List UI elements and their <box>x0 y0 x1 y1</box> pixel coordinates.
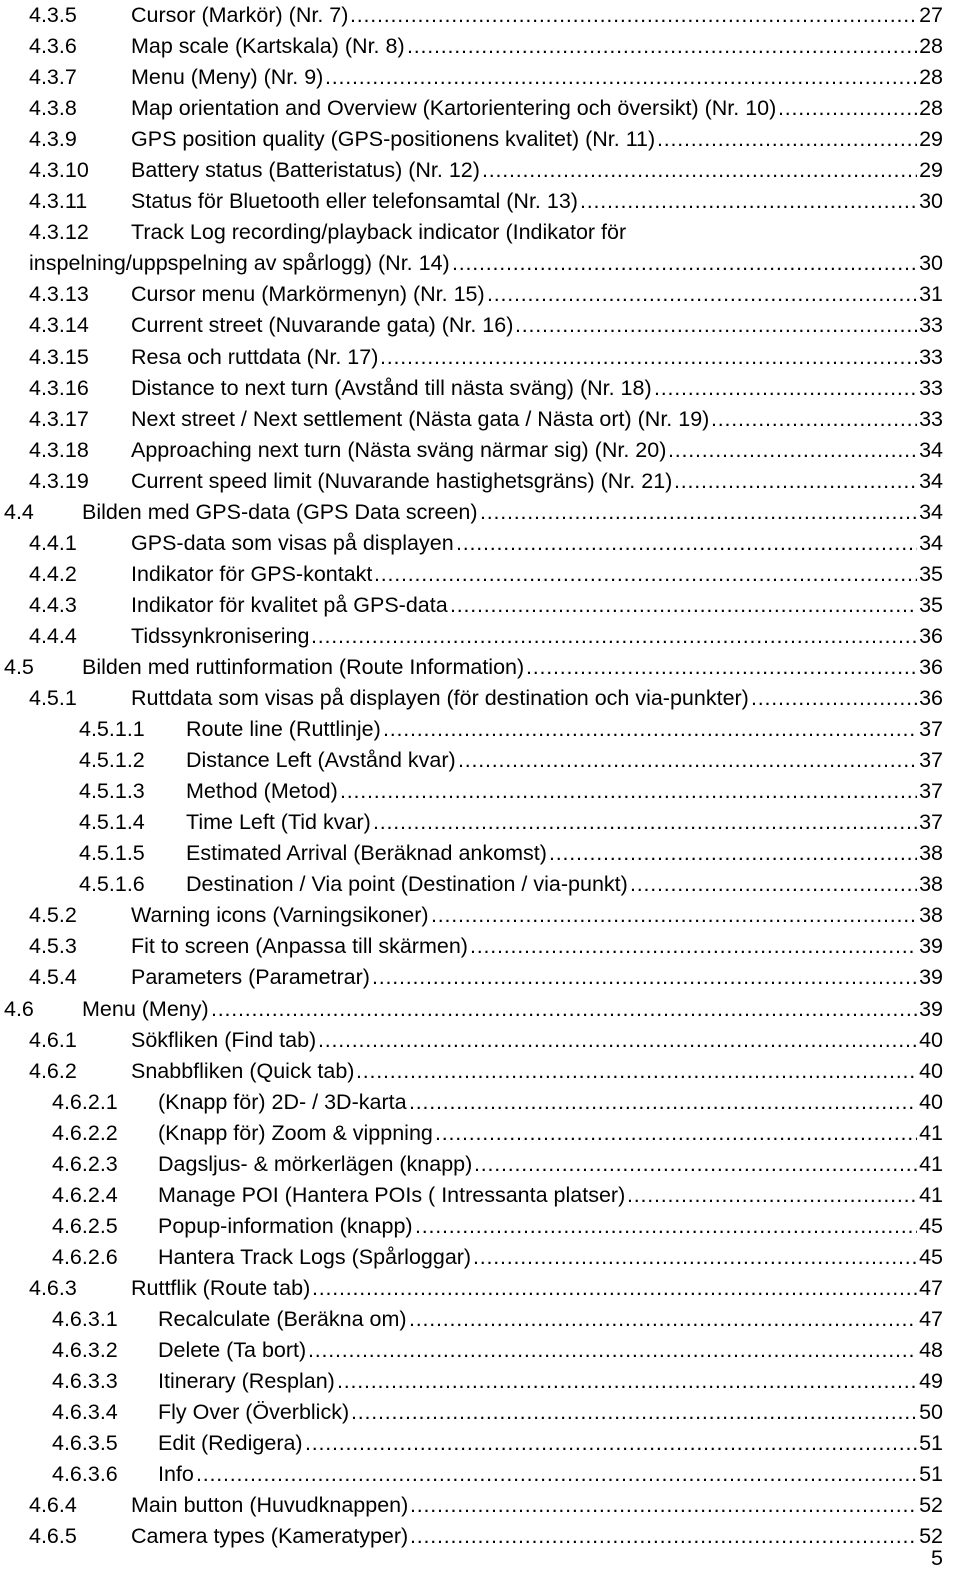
toc-dot-leader <box>674 466 917 497</box>
toc-entry-number: 4.6.3 <box>29 1275 77 1300</box>
toc-entry-title: GPS-data som visas på displayen <box>131 530 454 555</box>
toc-entry-title: Main button (Huvudknappen) <box>131 1493 409 1518</box>
toc-entry[interactable] <box>0 869 960 900</box>
toc-entry-page: 28 <box>919 65 943 90</box>
toc-entry-page: 28 <box>919 96 943 121</box>
toc-entry-title: Cursor menu (Markörmenyn) (Nr. 15) <box>131 282 485 307</box>
toc-entry-page: 51 <box>919 1431 943 1456</box>
toc-dot-leader <box>311 621 917 652</box>
toc-entry[interactable] <box>0 0 960 31</box>
toc-entry-title: Current street (Nuvarande gata) (Nr. 16) <box>131 313 514 338</box>
toc-entry-number: 4.3.5 <box>29 3 77 27</box>
toc-entry-page: 45 <box>919 1213 943 1238</box>
toc-entry[interactable] <box>0 1149 960 1180</box>
toc-entry[interactable] <box>0 1087 960 1118</box>
toc-entry[interactable] <box>0 590 960 621</box>
toc-entry-number: 4.3.14 <box>29 313 89 338</box>
toc-entry-page: 33 <box>919 406 943 431</box>
toc-dot-leader <box>751 683 917 714</box>
toc-entry-page: 40 <box>919 1089 943 1114</box>
toc-entry-number: 4.6.5 <box>29 1524 77 1549</box>
toc-dot-leader <box>318 1025 917 1056</box>
toc-entry-page: 41 <box>919 1151 943 1176</box>
toc-entry-page: 36 <box>919 654 943 679</box>
toc-entry[interactable] <box>0 497 960 528</box>
toc-entry-title: Cursor (Markör) (Nr. 7) <box>131 3 349 27</box>
toc-entry-title: GPS position quality (GPS-positionens kvalitet) (Nr. 11) <box>131 127 656 152</box>
toc-dot-leader <box>480 497 917 528</box>
toc-entry-page: 38 <box>919 841 943 866</box>
toc-entry-page: 35 <box>919 561 943 586</box>
toc-entry-title: Map orientation and Overview (Kartorientering och översikt) (Nr. 10) <box>131 96 777 121</box>
toc-entry[interactable] <box>0 1428 960 1459</box>
toc-dot-leader <box>337 1366 917 1397</box>
toc-entry[interactable] <box>0 1397 960 1428</box>
toc-dot-leader <box>340 776 917 807</box>
toc-entry-title: inspelning/uppspelning av spårlogg) (Nr. 14) <box>29 251 450 276</box>
toc-entry-title: Time Left (Tid kvar) <box>186 810 371 835</box>
toc-dot-leader <box>452 248 917 279</box>
toc-entry-number: 4.6 <box>4 996 34 1021</box>
toc-entry[interactable] <box>0 931 960 962</box>
toc-entry-page: 37 <box>919 748 943 773</box>
toc-entry[interactable] <box>0 962 960 993</box>
toc-entry-number: 4.3.15 <box>29 344 89 369</box>
toc-dot-leader <box>410 1521 917 1552</box>
toc-entry-title: Menu (Meny) (Nr. 9) <box>131 65 324 90</box>
toc-entry-title: Recalculate (Beräkna om) <box>158 1306 407 1331</box>
toc-entry[interactable] <box>0 93 960 124</box>
toc-entry-number: 4.3.7 <box>29 65 77 90</box>
toc-dot-leader <box>350 0 917 31</box>
toc-entry-title: Hantera Track Logs (Spårloggar) <box>158 1244 472 1269</box>
toc-entry-page: 51 <box>919 1462 943 1487</box>
toc-dot-leader <box>474 1149 917 1180</box>
toc-entry-number: 4.5.2 <box>29 903 77 928</box>
toc-entry-page: 30 <box>919 189 943 214</box>
toc-entry-number: 4.6.3.5 <box>52 1431 118 1456</box>
toc-dot-leader <box>356 1056 917 1087</box>
toc-entry-page: 33 <box>919 313 943 338</box>
toc-dot-leader <box>470 931 917 962</box>
toc-dot-leader <box>431 900 917 931</box>
toc-entry-title: Tidssynkronisering <box>131 623 310 648</box>
toc-entry-number: 4.4.1 <box>29 530 77 555</box>
toc-dot-leader <box>383 714 917 745</box>
toc-dot-leader <box>325 62 917 93</box>
toc-entry-title: Battery status (Batteristatus) (Nr. 12) <box>131 158 480 183</box>
toc-entry-number: 4.6.2.4 <box>52 1182 118 1207</box>
toc-entry-page: 27 <box>919 3 943 27</box>
toc-entry[interactable] <box>0 1242 960 1273</box>
toc-entry[interactable] <box>0 1490 960 1521</box>
toc-entry-title: Approaching next turn (Nästa sväng närmar sig) (Nr. 20) <box>131 437 667 462</box>
toc-entry[interactable] <box>0 528 960 559</box>
toc-entry-number: 4.4.4 <box>29 623 77 648</box>
toc-entry-title: Dagsljus- & mörkerlägen (knapp) <box>158 1151 473 1176</box>
toc-entry-number: 4.5.1 <box>29 686 77 711</box>
toc-entry-title: Itinerary (Resplan) <box>158 1369 335 1394</box>
toc-dot-leader <box>630 869 917 900</box>
page-number: 5 <box>931 1546 943 1570</box>
toc-entry-page: 33 <box>919 344 943 369</box>
toc-entry[interactable] <box>0 124 960 155</box>
toc-entry-title: Bilden med ruttinformation (Route Information) <box>82 654 525 679</box>
toc-entry[interactable] <box>0 1335 960 1366</box>
toc-entry-number: 4.6.3.4 <box>52 1400 118 1425</box>
toc-entry[interactable] <box>0 838 960 869</box>
toc-entry-page: 34 <box>919 530 943 555</box>
toc-entry-number: 4.3.17 <box>29 406 89 431</box>
toc-entry[interactable] <box>0 248 960 279</box>
toc-entry-page: 28 <box>919 34 943 59</box>
toc-dot-leader <box>372 962 917 993</box>
toc-entry-title: (Knapp för) 2D- / 3D-karta <box>158 1089 407 1114</box>
toc-dot-leader <box>407 31 917 62</box>
toc-dot-leader <box>409 1304 917 1335</box>
toc-dot-leader <box>308 1335 917 1366</box>
toc-dot-leader <box>668 435 917 466</box>
toc-entry-title: Current speed limit (Nuvarande hastighetsgräns) (Nr. 21) <box>131 468 673 493</box>
toc-entry-title: Camera types (Kameratyper) <box>131 1524 409 1549</box>
toc-entry[interactable] <box>0 186 960 217</box>
toc-entry[interactable] <box>0 155 960 186</box>
toc-entry-number: 4.3.13 <box>29 282 89 307</box>
toc-entry-number: 4.5 <box>4 654 34 679</box>
toc-entry[interactable] <box>0 279 960 310</box>
toc-entry-number: 4.5.1.1 <box>79 717 145 742</box>
toc-entry[interactable] <box>0 683 960 714</box>
toc-entry-title: Fit to screen (Anpassa till skärmen) <box>131 934 468 959</box>
toc-entry-title: Fly Over (Överblick) <box>158 1400 350 1425</box>
toc-entry-title: Sökfliken (Find tab) <box>131 1027 317 1052</box>
toc-dot-leader <box>657 124 917 155</box>
toc-entry-page: 49 <box>919 1369 943 1394</box>
toc-entry-page: 45 <box>919 1244 943 1269</box>
toc-entry-number: 4.3.12 <box>29 220 89 245</box>
toc-entry-number: 4.6.2.6 <box>52 1244 118 1269</box>
toc-entry-page: 47 <box>919 1306 943 1331</box>
toc-entry-page: 36 <box>919 623 943 648</box>
toc-entry-title: Next street / Next settlement (Nästa gata / Nästa ort) (Nr. 19) <box>131 406 710 431</box>
toc-entry[interactable] <box>0 373 960 404</box>
toc-entry-number: 4.6.3.6 <box>52 1462 118 1487</box>
toc-entry[interactable] <box>0 217 960 248</box>
toc-entry-number: 4.5.1.3 <box>79 779 145 804</box>
toc-entry-page: 34 <box>919 499 943 524</box>
toc-entry-number: 4.5.1.5 <box>79 841 145 866</box>
toc-entry-title: Estimated Arrival (Beräknad ankomst) <box>186 841 547 866</box>
toc-entry-page: 50 <box>919 1400 943 1425</box>
toc-entry-number: 4.6.2.1 <box>52 1089 118 1114</box>
toc-entry[interactable] <box>0 745 960 776</box>
toc-entry-page: 30 <box>919 251 943 276</box>
toc-entry-number: 4.3.11 <box>29 189 88 214</box>
toc-entry-number: 4.5.1.2 <box>79 748 145 773</box>
toc-entry[interactable] <box>0 1211 960 1242</box>
toc-entry-title: Popup-information (knapp) <box>158 1213 413 1238</box>
toc-entry-title: Ruttdata som visas på displayen (för destination och via-punkter) <box>131 686 749 711</box>
toc-dot-leader <box>410 1490 917 1521</box>
toc-entry-number: 4.6.2 <box>29 1058 77 1083</box>
toc-entry-page: 29 <box>919 158 943 183</box>
toc-entry-number: 4.5.1.6 <box>79 872 145 897</box>
toc-entry[interactable] <box>0 900 960 931</box>
toc-dot-leader <box>312 1273 917 1304</box>
toc-dot-leader <box>580 186 917 217</box>
toc-entry[interactable] <box>0 1180 960 1211</box>
toc-entry-number: 4.5.4 <box>29 965 77 990</box>
toc-entry[interactable] <box>0 621 960 652</box>
toc-entry-title: Delete (Ta bort) <box>158 1338 307 1363</box>
toc-entry-page: 39 <box>919 934 943 959</box>
toc-dot-leader <box>473 1242 917 1273</box>
toc-dot-leader <box>450 590 917 621</box>
toc-entry[interactable] <box>0 466 960 497</box>
toc-entry[interactable] <box>0 559 960 590</box>
toc-entry-page: 37 <box>919 717 943 742</box>
toc-entry[interactable] <box>0 776 960 807</box>
toc-entry[interactable] <box>0 404 960 435</box>
toc-entry-number: 4.3.18 <box>29 437 89 462</box>
toc-dot-leader <box>211 994 917 1025</box>
toc-entry[interactable] <box>0 435 960 466</box>
toc-entry-page: 52 <box>919 1493 943 1518</box>
toc-entry-number: 4.3.10 <box>29 158 89 183</box>
toc-entry-title: Menu (Meny) <box>82 996 209 1021</box>
toc-entry-number: 4.5.3 <box>29 934 77 959</box>
toc-entry[interactable] <box>0 1366 960 1397</box>
toc-dot-leader <box>373 807 917 838</box>
toc-entry-title: Ruttflik (Route tab) <box>131 1275 311 1300</box>
toc-entry-title: Warning icons (Varningsikoner) <box>131 903 429 928</box>
toc-entry-page: 34 <box>919 468 943 493</box>
toc-entry-number: 4.6.3.2 <box>52 1338 118 1363</box>
toc-entry[interactable] <box>0 1459 960 1490</box>
toc-entry-title: Parameters (Parametrar) <box>131 965 370 990</box>
toc-entry-page: 38 <box>919 872 943 897</box>
toc-entry[interactable] <box>0 1025 960 1056</box>
toc-entry-number: 4.3.16 <box>29 375 89 400</box>
toc-entry-page: 39 <box>919 965 943 990</box>
toc-entry-page: 38 <box>919 903 943 928</box>
toc-entry-number: 4.6.3.3 <box>52 1369 118 1394</box>
toc-entry[interactable] <box>0 310 960 341</box>
toc-dot-leader <box>515 310 917 341</box>
toc-entry-page: 41 <box>919 1120 943 1145</box>
toc-entry-title: Snabbfliken (Quick tab) <box>131 1058 355 1083</box>
toc-entry-page: 36 <box>919 686 943 711</box>
toc-dot-leader <box>482 155 917 186</box>
toc-entry-title: Info <box>158 1462 194 1487</box>
toc-dot-leader <box>415 1211 917 1242</box>
toc-entry-page: 35 <box>919 592 943 617</box>
toc-entry-title: Map scale (Kartskala) (Nr. 8) <box>131 34 405 59</box>
toc-dot-leader <box>456 528 917 559</box>
toc-entry-page: 34 <box>919 437 943 462</box>
toc-entry-number: 4.6.2.2 <box>52 1120 118 1145</box>
toc-entry-page: 47 <box>919 1275 943 1300</box>
toc-entry-title: Manage POI (Hantera POIs ( Intressanta platser) <box>158 1182 626 1207</box>
toc-entry[interactable] <box>0 1118 960 1149</box>
toc-entry-title: Indikator för GPS-kontakt <box>131 561 373 586</box>
toc-entry[interactable] <box>0 652 960 683</box>
toc-entry[interactable] <box>0 1304 960 1335</box>
toc-entry-title: Destination / Via point (Destination / via-punkt) <box>186 872 628 897</box>
toc-entry-page: 40 <box>919 1027 943 1052</box>
toc-entry-number: 4.6.4 <box>29 1493 77 1518</box>
toc-entry-page: 37 <box>919 810 943 835</box>
toc-entry-title: Track Log recording/playback indicator (Indikator för <box>131 220 627 245</box>
toc-entry-number: 4.3.19 <box>29 468 89 493</box>
toc-dot-leader <box>654 373 917 404</box>
toc-entry[interactable] <box>0 1521 960 1552</box>
toc-entry-number: 4.6.3.1 <box>52 1306 118 1331</box>
toc-entry-number: 4.6.1 <box>29 1027 77 1052</box>
toc-dot-leader <box>627 1180 917 1211</box>
toc-entry-title: Indikator för kvalitet på GPS-data <box>131 592 448 617</box>
toc-entry[interactable] <box>0 807 960 838</box>
toc-entry-title: Bilden med GPS-data (GPS Data screen) <box>82 499 478 524</box>
toc-dot-leader <box>549 838 917 869</box>
toc-entry-number: 4.4.2 <box>29 561 77 586</box>
toc-dot-leader <box>458 745 917 776</box>
toc-dot-leader <box>374 559 917 590</box>
toc-entry-title: Method (Metod) <box>186 779 338 804</box>
toc-entry-number: 4.3.9 <box>29 127 77 152</box>
toc-entry-page: 31 <box>919 282 943 307</box>
toc-entry-number: 4.4.3 <box>29 592 77 617</box>
toc-entry-number: 4.3.8 <box>29 96 77 121</box>
toc-entry-number: 4.4 <box>4 499 34 524</box>
toc-dot-leader <box>380 342 917 373</box>
toc-dot-leader <box>526 652 917 683</box>
toc-entry-page: 39 <box>919 996 943 1021</box>
toc-dot-leader <box>196 1459 917 1490</box>
toc-entry-title: Edit (Redigera) <box>158 1431 303 1456</box>
toc-entry-page: 40 <box>919 1058 943 1083</box>
toc-dot-leader <box>351 1397 917 1428</box>
toc-dot-leader <box>435 1118 917 1149</box>
toc-entry-title: Resa och ruttdata (Nr. 17) <box>131 344 379 369</box>
toc-entry[interactable] <box>0 994 960 1025</box>
toc-entry-title: Distance to next turn (Avstånd till nästa sväng) (Nr. 18) <box>131 375 652 400</box>
toc-dot-leader <box>305 1428 917 1459</box>
toc-entry-page: 48 <box>919 1338 943 1363</box>
toc-dot-leader <box>409 1087 917 1118</box>
toc-entry[interactable] <box>0 62 960 93</box>
toc-dot-leader <box>778 93 917 124</box>
toc-entry-number: 4.3.6 <box>29 34 77 59</box>
toc-entry-page: 29 <box>919 127 943 152</box>
toc-entry[interactable] <box>0 1056 960 1087</box>
toc-dot-leader <box>487 279 917 310</box>
toc-entry[interactable] <box>0 342 960 373</box>
toc-dot-leader <box>711 404 917 435</box>
toc-entry-number: 4.6.2.5 <box>52 1213 118 1238</box>
toc-entry-page: 52 <box>919 1524 943 1549</box>
toc-entry-title: Route line (Ruttlinje) <box>186 717 381 742</box>
toc-entry-number: 4.6.2.3 <box>52 1151 118 1176</box>
toc-entry-page: 33 <box>919 375 943 400</box>
toc-entry-title: Status för Bluetooth eller telefonsamtal (Nr. 13) <box>131 189 578 214</box>
toc-entry[interactable] <box>0 714 960 745</box>
toc-entry-title: Distance Left (Avstånd kvar) <box>186 748 456 773</box>
toc-entry-number: 4.5.1.4 <box>79 810 145 835</box>
toc-entry-title: (Knapp för) Zoom & vippning <box>158 1120 433 1145</box>
toc-entry-page: 41 <box>919 1182 943 1207</box>
toc-entry-page: 37 <box>919 779 943 804</box>
toc-entry[interactable] <box>0 31 960 62</box>
toc-entry[interactable] <box>0 1273 960 1304</box>
